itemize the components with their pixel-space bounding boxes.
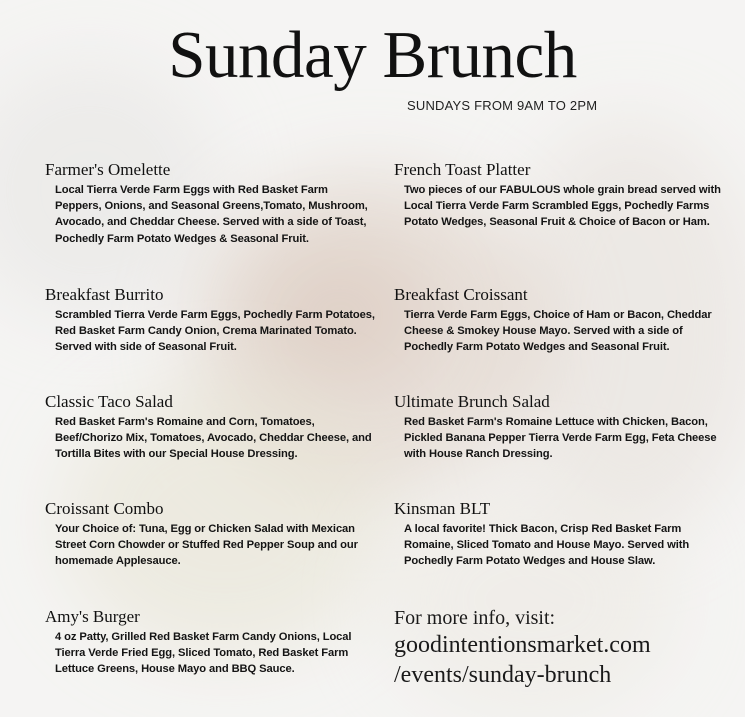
menu-item-breakfast-burrito (45, 285, 375, 356)
menu-item-name: Amy's Burger (45, 607, 140, 626)
more-info-lead: For more info, visit: (394, 607, 556, 629)
menu-item-name: Farmer's Omelette (45, 160, 171, 179)
website-url-line2: /events/sunday-brunch (394, 662, 612, 688)
menu-item-name: Kinsman BLT (394, 499, 491, 518)
menu-item-amys-burger (45, 607, 375, 678)
menu-item-name: French Toast Platter (394, 160, 531, 179)
menu-item-french-toast-platter (394, 160, 724, 231)
menu-item-farmers-omelette (45, 160, 375, 247)
menu-item-name: Croissant Combo (45, 499, 164, 518)
page-title: Sunday Brunch (168, 18, 577, 92)
menu-item-name: Ultimate Brunch Salad (394, 392, 550, 411)
menu-item-description: Two pieces of our FABULOUS whole grain bread served with Local Tierra Verde Farm Scrambled Eggs, Pochedly Farms Potato Wedges, Seasonal Fruit & Choice of Bacon or Ham. (404, 184, 721, 229)
menu-item-ultimate-brunch-salad (394, 392, 724, 463)
menu-item-croissant-combo (45, 499, 375, 570)
menu-item-description: Local Tierra Verde Farm Eggs with Red Basket Farm Peppers, Onions, and Seasonal Greens,Tomato, Mushroom, Avocado, and Cheddar Cheese. Served with a side of Toast, Pochedly Farm Potato Wedges & Seasonal Fruit. (55, 184, 368, 245)
menu-item-name: Classic Taco Salad (45, 392, 173, 411)
menu-item-description: Red Basket Farm's Romaine and Corn, Tomatoes, Beef/Chorizo Mix, Tomatoes, Avocado, Cheddar Cheese, and Tortilla Bites with our Special House Dressing. (55, 416, 372, 461)
menu-item-name: Breakfast Croissant (394, 285, 528, 304)
menu-item-description: Your Choice of: Tuna, Egg or Chicken Salad with Mexican Street Corn Chowder or Stuffed Red Pepper Soup and our homemade Applesauce. (55, 523, 358, 568)
menu-item-description: 4 oz Patty, Grilled Red Basket Farm Candy Onions, Local Tierra Verde Fried Egg, Sliced Tomato, Red Basket Farm Lettuce Greens, House Mayo and BBQ Sauce. (55, 631, 352, 676)
more-info (394, 606, 739, 690)
menu-item-description: A local favorite! Thick Bacon, Crisp Red Basket Farm Romaine, Sliced Tomato and House Mayo. Served with Pochedly Farm Potato Wedges and House Slaw. (404, 523, 690, 568)
menu-item-description: Tierra Verde Farm Eggs, Choice of Ham or Bacon, Cheddar Cheese & Smokey House Mayo. Served with a side of Pochedly Farm Potato Wedges and Seasonal Fruit. (404, 309, 712, 354)
page-subtitle: SUNDAYS FROM 9AM TO 2PM (407, 98, 598, 113)
menu-item-description: Red Basket Farm's Romaine Lettuce with Chicken, Bacon, Pickled Banana Pepper Tierra Verde Farm Egg, Feta Cheese with House Ranch Dressing. (404, 416, 717, 461)
website-url-line1: goodintentionsmarket.com (394, 632, 651, 658)
menu-item-classic-taco-salad (45, 392, 375, 463)
menu-item-kinsman-blt (394, 499, 724, 570)
menu-item-breakfast-croissant (394, 285, 724, 356)
menu-item-description: Scrambled Tierra Verde Farm Eggs, Pochedly Farm Potatoes, Red Basket Farm Candy Onion, Crema Marinated Tomato. Served with side of Seasonal Fruit. (55, 309, 375, 354)
menu-item-name: Breakfast Burrito (45, 285, 164, 304)
